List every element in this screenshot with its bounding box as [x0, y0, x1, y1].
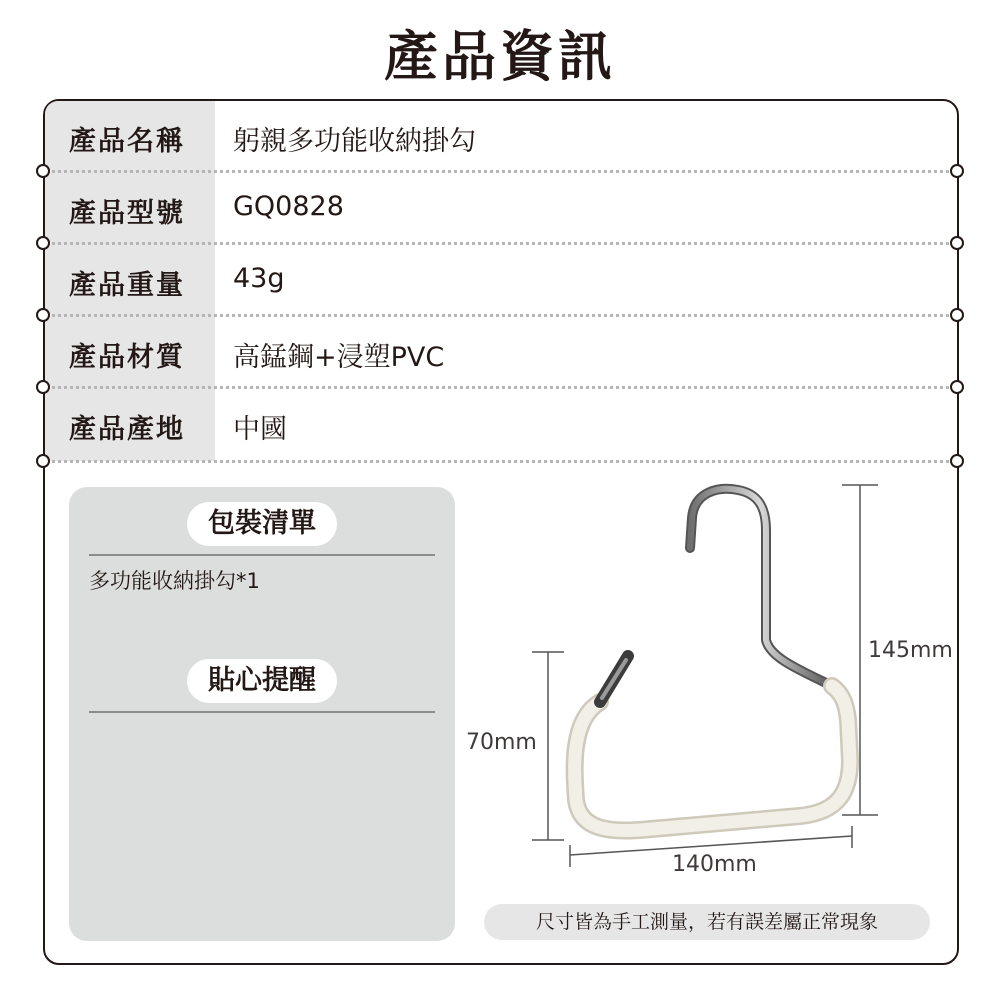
- spec-value: 躬親多功能收納掛勾: [233, 126, 476, 157]
- package-heading: 包裝清單: [187, 502, 337, 546]
- spec-label: 產品型號: [69, 198, 185, 229]
- panel-divider: [89, 711, 435, 713]
- spec-row-model: [45, 173, 956, 245]
- dotted-divider: [45, 460, 956, 463]
- spec-label: 產品名稱: [69, 126, 185, 157]
- inner-height-label: 70mm: [466, 730, 537, 755]
- spec-label: 產品產地: [69, 414, 185, 445]
- notch-left: [36, 236, 50, 250]
- notch-left: [36, 454, 50, 468]
- spec-value: GQ0828: [233, 191, 344, 222]
- reminder-heading: 貼心提醒: [187, 659, 337, 703]
- spec-value: 43g: [233, 263, 285, 294]
- spec-label: 產品重量: [69, 270, 185, 301]
- page-title: 產品資訊: [384, 25, 616, 88]
- spec-label: 產品材質: [69, 342, 185, 373]
- notch-left: [36, 380, 50, 394]
- notch-right: [950, 454, 964, 468]
- spec-row-material: [45, 317, 956, 389]
- notch-left: [36, 164, 50, 178]
- notch-right: [950, 308, 964, 322]
- spec-row-weight: [45, 245, 956, 317]
- package-item: 多功能收納掛勾*1: [89, 569, 260, 593]
- spec-row-name: [45, 101, 956, 173]
- notch-right: [950, 164, 964, 178]
- spec-row-origin: [45, 389, 956, 461]
- notch-right: [950, 380, 964, 394]
- notch-right: [950, 236, 964, 250]
- notch-left: [36, 308, 50, 322]
- package-panel: [69, 487, 455, 941]
- spec-value: 中國: [233, 414, 287, 445]
- measurement-disclaimer: 尺寸皆為手工測量，若有誤差屬正常現象: [484, 904, 930, 940]
- hook-drawing: [575, 489, 850, 831]
- spec-value: 高錳鋼+浸塑PVC: [233, 342, 445, 373]
- panel-divider: [89, 554, 435, 556]
- hook-illustration: [470, 470, 990, 890]
- width-label: 140mm: [672, 852, 757, 877]
- height-label: 145mm: [868, 638, 953, 663]
